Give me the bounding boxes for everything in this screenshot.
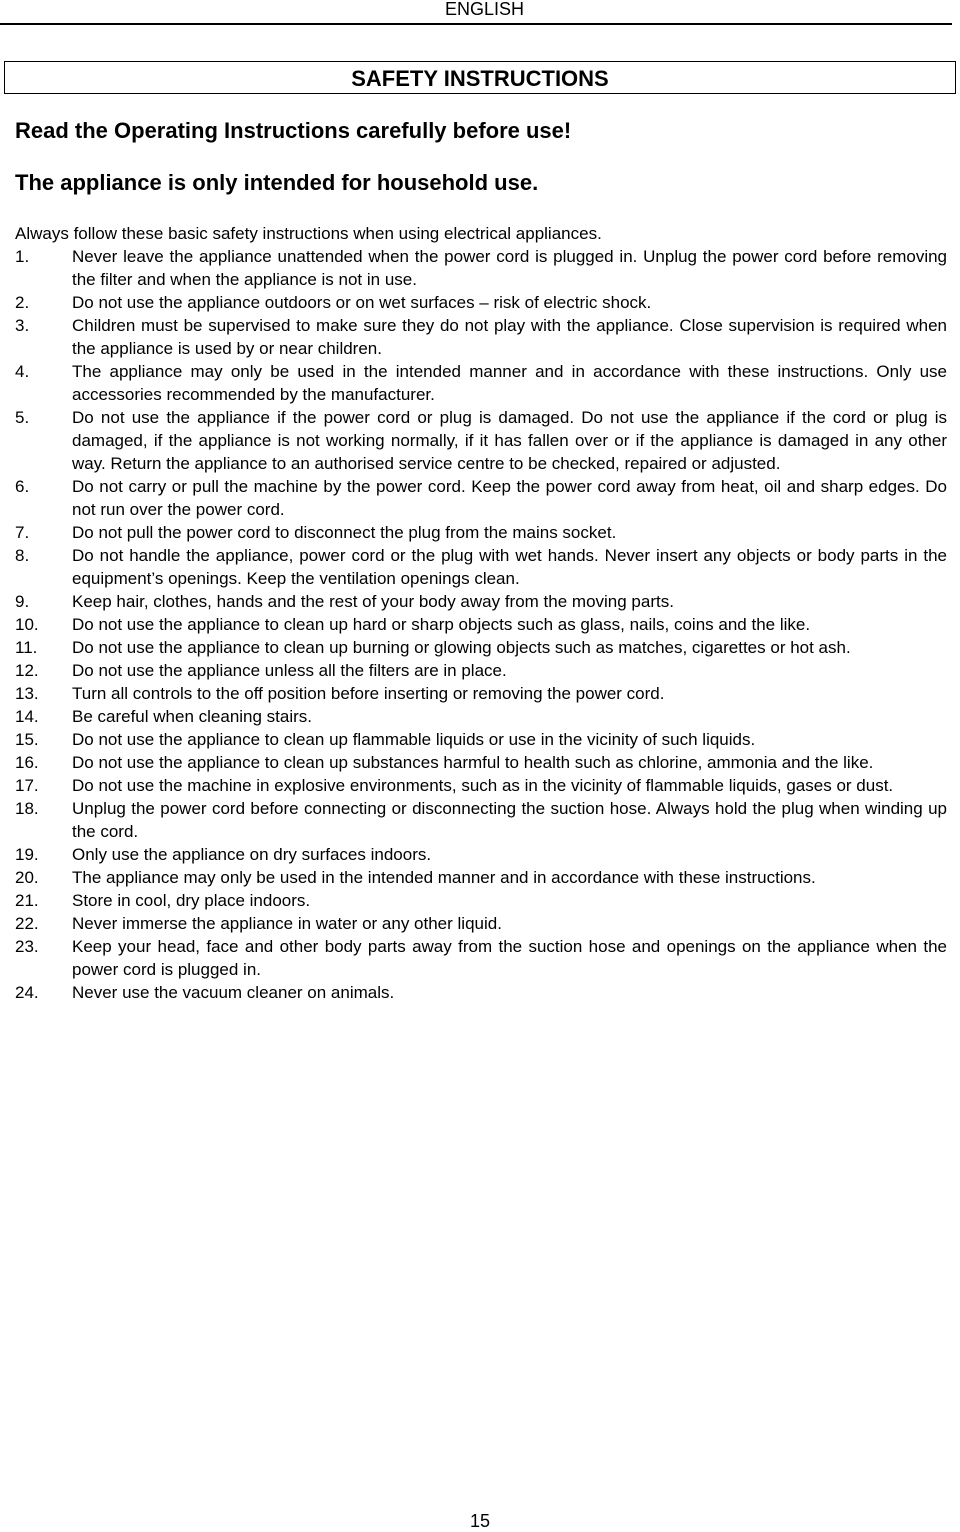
list-item-text: Keep hair, clothes, hands and the rest of your body away from the moving parts.	[72, 592, 674, 611]
list-item-number: 18.	[15, 799, 39, 818]
header-language: ENGLISH	[444, 0, 524, 19]
list-item-text: Do not use the appliance to clean up flammable liquids or use in the vicinity of such liquids.	[72, 730, 756, 749]
list-item-text: Do not pull the power cord to disconnect the plug from the mains socket.	[72, 523, 617, 542]
list-item	[15, 797, 947, 843]
page-number: 15	[469, 1511, 491, 1531]
list-item-number: 22.	[15, 914, 39, 933]
list-item-text: Store in cool, dry place indoors.	[72, 891, 311, 910]
list-item-number: 9.	[15, 592, 30, 611]
list-item-text: Do not use the appliance to clean up hard or sharp objects such as glass, nails, coins and the like.	[72, 615, 811, 634]
list-item-text: Unplug the power cord before connecting or disconnecting the suction hose. Always hold the plug when winding up the cord.	[72, 799, 947, 841]
list-item-number: 13.	[15, 684, 39, 703]
list-item-number: 10.	[15, 615, 39, 634]
list-item	[15, 636, 947, 659]
list-item	[15, 659, 947, 682]
list-item-number: 23.	[15, 937, 39, 956]
list-item	[15, 590, 947, 613]
list-item-number: 21.	[15, 891, 39, 910]
list-item-text: Do not use the machine in explosive environments, such as in the vicinity of flammable liquids, gases or dust.	[72, 776, 894, 795]
list-item-text: Do not use the appliance to clean up substances harmful to health such as chlorine, ammonia and the like.	[72, 753, 874, 772]
list-item-number: 1.	[15, 247, 30, 266]
list-item-number: 7.	[15, 523, 30, 542]
list-item	[15, 682, 947, 705]
list-item-number: 5.	[15, 408, 30, 427]
list-item-text: Do not use the appliance unless all the filters are in place.	[72, 661, 507, 680]
list-item-text: Do not carry or pull the machine by the power cord. Keep the power cord away from heat, oil and sharp edges. Do not run over the power cord.	[72, 477, 947, 519]
list-item	[15, 935, 947, 981]
list-item-text: Do not handle the appliance, power cord or the plug with wet hands. Never insert any objects or body parts in the equipment’s openings. Keep the ventilation openings clean.	[72, 546, 947, 588]
list-item	[15, 866, 947, 889]
list-item-number: 4.	[15, 362, 30, 381]
list-item	[15, 475, 947, 521]
list-item-number: 3.	[15, 316, 30, 335]
list-item-number: 15.	[15, 730, 39, 749]
list-item-text: The appliance may only be used in the intended manner and in accordance with these instructions. Only use accessories recommended by the manufacturer.	[72, 362, 947, 404]
list-item-text: Never leave the appliance unattended when the power cord is plugged in. Unplug the power cord before removing the filter and when the appliance is not in use.	[72, 247, 947, 289]
list-item-number: 8.	[15, 546, 30, 565]
list-item	[15, 751, 947, 774]
list-item	[15, 912, 947, 935]
list-item-number: 19.	[15, 845, 39, 864]
list-item	[15, 889, 947, 912]
list-item-number: 12.	[15, 661, 39, 680]
list-item	[15, 314, 947, 360]
list-item-number: 2.	[15, 293, 30, 312]
header-rule	[0, 23, 952, 25]
list-item	[15, 245, 947, 291]
list-item-text: Be careful when cleaning stairs.	[72, 707, 313, 726]
list-item	[15, 705, 947, 728]
list-item-text: Keep your head, face and other body parts away from the suction hose and openings on the appliance when the power cord is plugged in.	[72, 937, 947, 979]
list-item-number: 6.	[15, 477, 30, 496]
list-item	[15, 728, 947, 751]
safety-instructions-list	[15, 245, 947, 1004]
list-item	[15, 521, 947, 544]
list-item-number: 14.	[15, 707, 39, 726]
list-item-number: 11.	[15, 638, 38, 657]
list-item	[15, 981, 947, 1004]
heading-household-use: The appliance is only intended for household use.	[15, 170, 539, 195]
list-item	[15, 360, 947, 406]
list-item-number: 16.	[15, 753, 39, 772]
list-item-text: Do not use the appliance outdoors or on wet surfaces – risk of electric shock.	[72, 293, 652, 312]
list-item-number: 17.	[15, 776, 39, 795]
list-item-text: Never immerse the appliance in water or any other liquid.	[72, 914, 502, 933]
list-item	[15, 843, 947, 866]
list-item-text: Only use the appliance on dry surfaces indoors.	[72, 845, 432, 864]
list-item	[15, 613, 947, 636]
list-item-text: Never use the vacuum cleaner on animals.	[72, 983, 395, 1002]
list-item	[15, 544, 947, 590]
list-item-text: The appliance may only be used in the intended manner and in accordance with these instructions.	[72, 868, 816, 887]
list-item	[15, 291, 947, 314]
intro-text: Always follow these basic safety instructions when using electrical appliances.	[15, 224, 602, 243]
list-item-text: Children must be supervised to make sure they do not play with the appliance. Close supervision is required when the appliance is used by or near children.	[72, 316, 947, 358]
list-item-text: Do not use the appliance to clean up burning or glowing objects such as matches, cigarettes or hot ash.	[72, 638, 851, 657]
title-box	[4, 61, 956, 94]
page-title: SAFETY INSTRUCTIONS	[351, 65, 609, 91]
list-item-text: Turn all controls to the off position before inserting or removing the power cord.	[72, 684, 665, 703]
list-item-text: Do not use the appliance if the power cord or plug is damaged. Do not use the appliance if the cord or plug is damaged, if the appliance is not working normally, if it has fallen over or if the appliance is damaged in any other way. Return the appliance to an authorised service centre to be checked, repaired or adjusted.	[72, 408, 947, 473]
list-item	[15, 406, 947, 475]
list-item-number: 20.	[15, 868, 39, 887]
heading-read-instructions: Read the Operating Instructions carefully before use!	[15, 118, 572, 143]
list-item-number: 24.	[15, 983, 39, 1002]
list-item	[15, 774, 947, 797]
